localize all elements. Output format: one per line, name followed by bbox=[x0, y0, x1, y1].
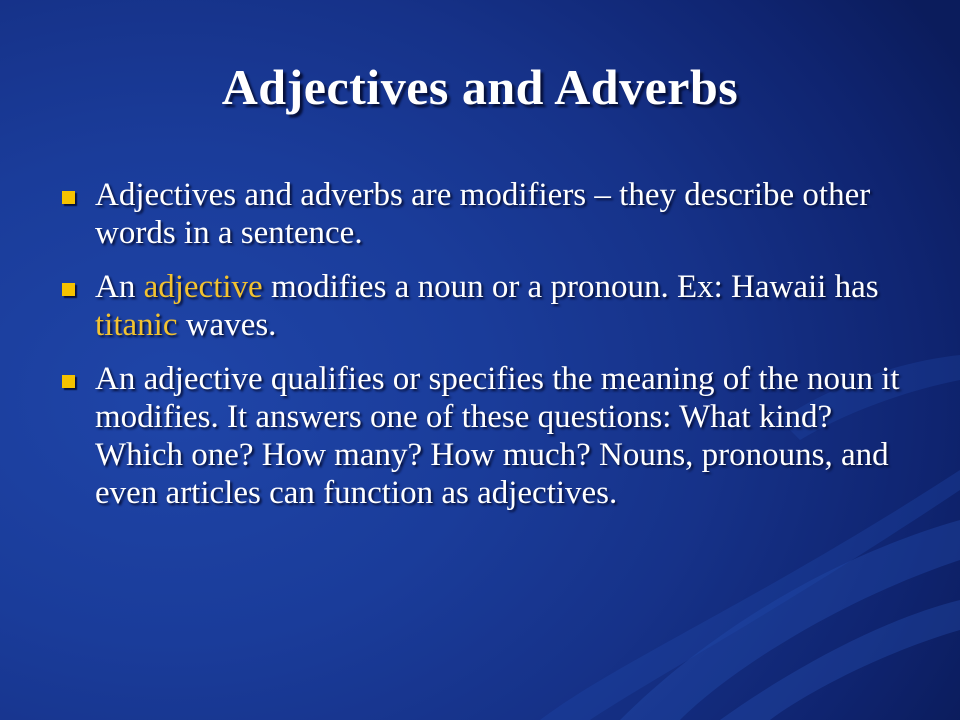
square-bullet-icon bbox=[62, 375, 75, 388]
bullet-item bbox=[60, 176, 920, 252]
bullet-item bbox=[60, 360, 920, 512]
bullet-item bbox=[60, 268, 920, 344]
square-bullet-icon bbox=[62, 191, 75, 204]
bullet-text-part: waves. bbox=[177, 307, 277, 343]
bullet-list bbox=[60, 176, 920, 528]
slide-title: Adjectives and Adverbs bbox=[221, 59, 739, 115]
highlighted-term-example: titanic bbox=[95, 307, 178, 343]
highlighted-term-adjective: adjective bbox=[143, 269, 263, 305]
bullet-text: Adjectives and adverbs are modifiers – they describe other words in a sentence. bbox=[95, 177, 871, 251]
square-bullet-icon bbox=[62, 283, 75, 296]
bullet-text-part: modifies a noun or a pronoun. Ex: Hawaii has bbox=[262, 269, 879, 305]
bullet-text-part: An bbox=[95, 269, 144, 305]
bullet-text: An adjective qualifies or specifies the meaning of the noun it modifies. It answers one of these questions: What kind? Which one? How many? How much? Nouns, pronouns, and even articles can function as adjectives. bbox=[95, 361, 900, 511]
